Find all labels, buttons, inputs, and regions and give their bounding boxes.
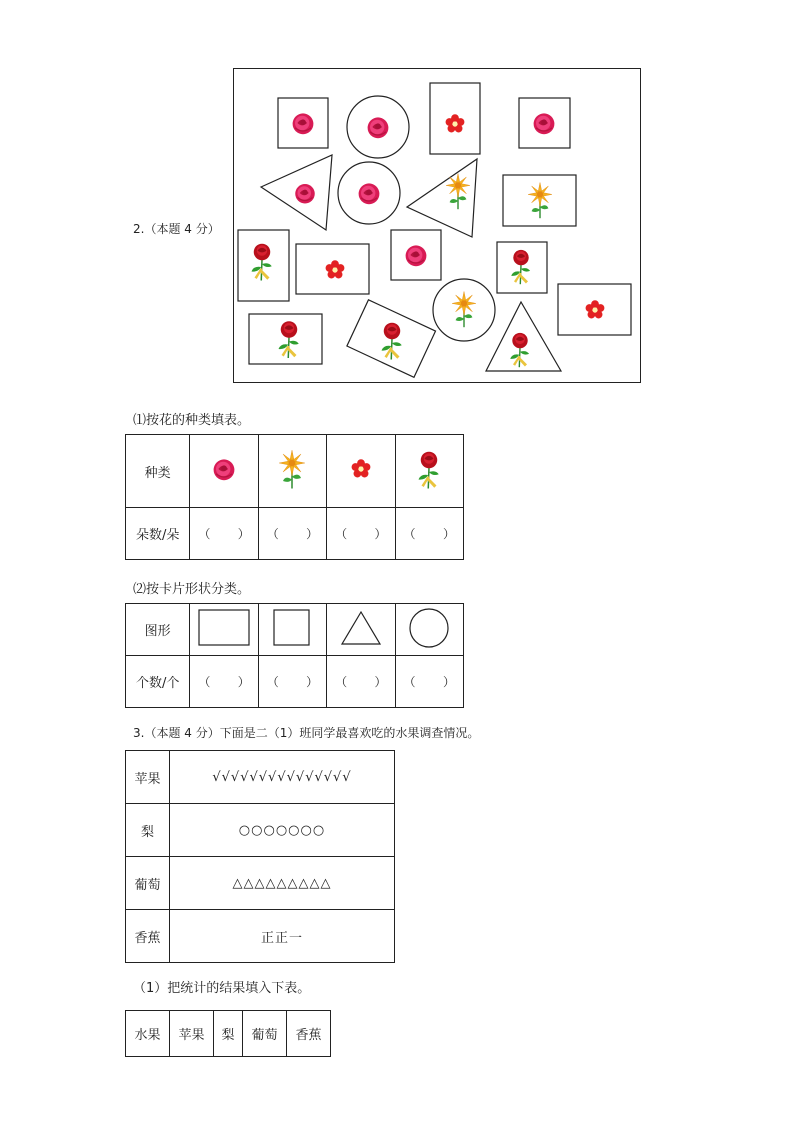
- fruit-name: 梨: [126, 804, 170, 857]
- q2-sub2-instruction: ⑵按卡片形状分类。: [133, 582, 251, 597]
- fruit-tally: ○○○○○○○: [170, 804, 395, 857]
- square-icon: [258, 604, 326, 656]
- table-head-kind: 种类: [126, 435, 190, 508]
- fruit-tally: △△△△△△△△△: [170, 857, 395, 910]
- result-head: 苹果: [170, 1011, 214, 1057]
- small-red-flower-icon: [327, 435, 395, 508]
- answer-blank[interactable]: （ ）: [327, 656, 395, 708]
- answer-blank[interactable]: （ ）: [395, 508, 463, 560]
- fruit-name: 葡萄: [126, 857, 170, 910]
- fruit-survey-table: [125, 750, 395, 963]
- answer-blank[interactable]: （ ）: [258, 508, 326, 560]
- result-head: 梨: [214, 1011, 243, 1057]
- shape-count-table: [125, 603, 464, 708]
- flower-count-table: [125, 434, 464, 560]
- result-head: 香蕉: [287, 1011, 331, 1057]
- q2-sub1-instruction: ⑴按花的种类填表。: [133, 413, 251, 428]
- answer-blank[interactable]: （ ）: [190, 508, 258, 560]
- rectangle-icon: [190, 604, 258, 656]
- table-head-shape: 图形: [126, 604, 190, 656]
- fruit-tally: √√√√√√√√√√√√√√√: [170, 751, 395, 804]
- answer-blank[interactable]: （ ）: [258, 656, 326, 708]
- pink-rose-icon: [190, 435, 258, 508]
- fruit-name: 香蕉: [126, 910, 170, 963]
- answer-blank[interactable]: （ ）: [327, 508, 395, 560]
- question-2-label: 2.（本题 4 分）: [133, 222, 220, 236]
- question-3-label: 3.（本题 4 分）下面是二（1）班同学最喜欢吃的水果调查情况。: [133, 726, 480, 740]
- result-head: 水果: [126, 1011, 170, 1057]
- rectangle-card: [249, 314, 322, 364]
- fruit-tally: 正正一: [170, 910, 395, 963]
- triangle-card: [407, 159, 477, 237]
- flower-cards-panel: [233, 68, 641, 383]
- fruit-result-table: [125, 1010, 331, 1057]
- q3-sub1-instruction: （1）把统计的结果填入下表。: [133, 981, 311, 996]
- sunflower-icon: [258, 435, 326, 508]
- table-head-count: 朵数/朵: [126, 508, 190, 560]
- answer-blank[interactable]: （ ）: [395, 656, 463, 708]
- rectangle-card: [238, 230, 289, 301]
- circle-icon: [395, 604, 463, 656]
- table-head-number: 个数/个: [126, 656, 190, 708]
- triangle-icon: [327, 604, 395, 656]
- card-shapes: [234, 69, 640, 382]
- red-rose-ribbon-icon: [395, 435, 463, 508]
- result-head: 葡萄: [243, 1011, 287, 1057]
- fruit-name: 苹果: [126, 751, 170, 804]
- answer-blank[interactable]: （ ）: [190, 656, 258, 708]
- square-card: [497, 242, 547, 293]
